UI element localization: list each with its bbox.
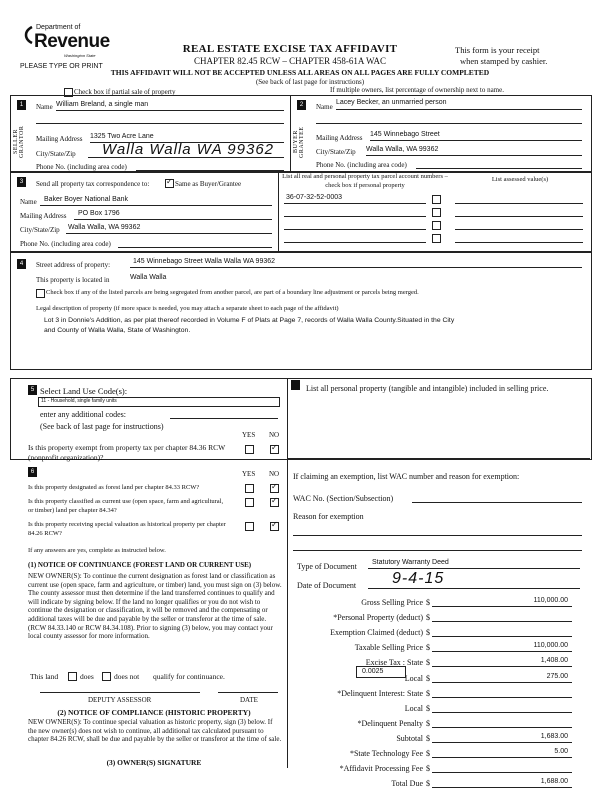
section-6-yes-header: YES (242, 470, 256, 478)
section-5-number: 5 (28, 385, 37, 395)
buyer-name-line (336, 109, 582, 110)
notice-continuance-text: NEW OWNER(S): To continue the current designation as forest land or classification as current use (open space, farm and agriculture, or timber) land, you must sign on (3) below. The county assessor must then determine if the land transferred continues to qualify and will indicate by signing below. If the land no longer qualifies or you do not wish to continue the designation or classification, it will be removed and the compensating or additional taxes will be due and payable by the seller or transferor at the time of sale. (RCW 84.33.140 or RCW 84.34.108). Prior to signing (3) below, you may contact your local county assessor for more information. (28, 572, 282, 641)
deputy-label: DEPUTY ASSESSOR (88, 696, 152, 704)
section-6-no-header: NO (269, 470, 280, 478)
buyer-phone-label: Phone No. (including area code) (316, 161, 407, 169)
form-title: REAL ESTATE EXCISE TAX AFFIDAVIT (182, 43, 398, 55)
doc-type-label: Type of Document (297, 562, 357, 571)
seller-addr[interactable]: 1325 Two Acre Lane (90, 133, 154, 140)
section-2-number: 2 (297, 100, 306, 110)
calc-line-5 (432, 682, 572, 683)
land-does-checkbox[interactable] (68, 672, 77, 681)
assessed-line-3 (455, 229, 583, 230)
buyer-phone-line (416, 168, 582, 169)
calc-label-6: *Delinquent Interest: State (337, 688, 423, 698)
legal-line-1[interactable]: Lot 3 in Donnie's Addition, as per plat thereof recorded in Volume F of Plats at Page 7, records of Walla Walla County.Situated in the City (44, 317, 455, 324)
assessed-line-1 (455, 203, 583, 204)
mail-name-line (40, 205, 272, 206)
parcel-number[interactable]: 36-07-32-52-0003 (286, 194, 343, 201)
buyer-addr-label: Mailing Address (316, 134, 363, 142)
forest-yes-checkbox[interactable] (245, 484, 254, 493)
mail-city-line (66, 233, 272, 234)
calc-value-0[interactable]: 110,000.00 (533, 597, 568, 604)
land-use-see-back: (See back of last page for instructions) (40, 422, 164, 431)
mail-phone-line (118, 247, 272, 248)
logo-dept-text: Department of (36, 24, 81, 31)
send-correspondence-label: Send all property tax correspondence to: (36, 180, 150, 188)
calc-value-4[interactable]: 1,408.00 (540, 657, 568, 665)
current-use-question: Is this property classified as current use (open space, farm and agricultural, or timber) land per chapter 84.34? (28, 498, 224, 514)
calc-dollar-1: $ (426, 613, 430, 623)
calc-dollar-10: $ (426, 749, 430, 758)
calc-line-3 (432, 651, 572, 652)
parcel-personal-checkbox-4[interactable] (432, 234, 441, 243)
segregated-label: Check box if any of the listed parcels are being segregated from another parcel, are part of a boundary line adjustment or parcels being merged. (46, 289, 419, 296)
seller-city-line (88, 157, 284, 158)
owner-signature-title: (3) OWNER(S) SIGNATURE (106, 758, 202, 767)
mail-addr-line (74, 219, 272, 220)
calc-dollar-3: $ (426, 643, 430, 653)
calc-line-8 (432, 727, 572, 728)
calc-line-6 (432, 697, 572, 698)
reason-line-1 (293, 535, 582, 536)
calc-line-1 (432, 621, 572, 622)
current-use-yes-checkbox[interactable] (245, 498, 254, 507)
calc-label-0: Gross Selling Price (361, 598, 423, 607)
calc-dollar-2: $ (426, 628, 430, 638)
calc-dollar-5: $ (426, 673, 430, 683)
forest-no-checkbox[interactable] (270, 484, 279, 493)
doc-date-label: Date of Document (297, 581, 357, 590)
doc-type-line (368, 568, 580, 569)
right-section-divider (288, 458, 590, 459)
mail-city[interactable]: Walla Walla, WA 99362 (68, 224, 141, 231)
mail-name-label: Name (20, 198, 37, 206)
calc-dollar-0: $ (426, 598, 430, 607)
calc-line-2 (432, 636, 572, 637)
calc-dollar-4: $ (426, 658, 430, 668)
buyer-extra-line (316, 123, 582, 124)
assessed-line-2 (455, 216, 583, 217)
calc-label-11: *Affidavit Processing Fee (339, 764, 423, 774)
seller-addr-label: Mailing Address (36, 135, 83, 143)
doc-type[interactable]: Statutory Warranty Deed (372, 559, 449, 566)
additional-codes-label: enter any additional codes: (40, 410, 126, 419)
calc-dollar-9: $ (426, 733, 430, 743)
seller-name-line (56, 110, 284, 111)
calc-value-10[interactable]: 5.00 (554, 748, 568, 755)
section-3-number: 3 (17, 177, 26, 187)
this-land-label: This land (30, 672, 59, 681)
parcel-line-3 (284, 229, 426, 230)
local-rate[interactable]: 0.0025 (362, 668, 384, 675)
reason-label: Reason for exemption (293, 512, 364, 521)
notice-compliance-title: (2) NOTICE OF COMPLIANCE (HISTORIC PROPERTY) (57, 708, 251, 717)
please-type: PLEASE TYPE OR PRINT (20, 63, 103, 70)
seller-city[interactable]: Walla Walla WA 99362 (102, 141, 275, 158)
calc-line-4 (432, 666, 572, 667)
mail-city-label: City/State/Zip (20, 226, 60, 234)
calc-line-9 (432, 742, 572, 743)
section-7-number (291, 380, 300, 390)
any-yes-note: If any answers are yes, complete as instructed below. (28, 547, 166, 554)
buyer-city-label: City/State/Zip (316, 148, 356, 156)
historic-no-checkbox[interactable] (270, 522, 279, 531)
street-address[interactable]: 145 Winnebago Street Walla Walla WA 99362 (133, 258, 276, 265)
historic-yes-checkbox[interactable] (245, 522, 254, 531)
mail-addr-label: Mailing Address (20, 212, 67, 220)
parcel-header: List all real and personal property tax parcel account numbers – check box if personal property (282, 173, 448, 189)
calc-line-7 (432, 712, 572, 713)
legal-label: Legal description of property (if more space is needed, you may attach a separate sheet to each page of the affidavit) (36, 305, 339, 312)
deputy-date-line (218, 692, 278, 693)
seller-name-label: Name (36, 103, 53, 111)
parcel-personal-checkbox-2[interactable] (432, 208, 441, 217)
parcel-line-4 (284, 242, 426, 243)
same-as-buyer-label: Same as Buyer/Grantee (175, 180, 242, 188)
dor-logo (22, 22, 110, 64)
see-back-note: (See back of last page for instructions) (255, 78, 365, 86)
main-divider (287, 378, 288, 768)
seller-city-label: City/State/Zip (36, 150, 76, 158)
land-does-label: does (80, 672, 94, 681)
wac-line (412, 502, 582, 503)
segregated-checkbox[interactable] (36, 289, 45, 298)
legal-line-2[interactable]: and County of Walla Walla, State of Washington. (44, 327, 191, 334)
partial-sale-label: Check box if partial sale of property (74, 88, 176, 96)
calc-label-4: Excise Tax : State (365, 658, 423, 668)
doc-date[interactable]: 9-4-15 (392, 570, 445, 587)
qualify-label: qualify for continuance. (153, 672, 225, 681)
section-6-number: 6 (28, 467, 37, 477)
land-use-label: Select Land Use Code(s): (40, 386, 128, 396)
calc-label-9: Subtotal (396, 733, 423, 743)
calc-label-8: *Delinquent Penalty (357, 718, 423, 728)
buyer-name-label: Name (316, 103, 333, 111)
calc-dollar-7: $ (426, 703, 430, 713)
calc-line-0 (432, 606, 572, 607)
receipt-note-2: when stamped by cashier. (460, 56, 548, 66)
street-line (130, 267, 582, 268)
calc-value-12[interactable]: 1,688.00 (540, 778, 568, 786)
parcel-line-1 (284, 203, 426, 204)
buyer-city-line (366, 155, 582, 156)
current-use-no-checkbox[interactable] (270, 498, 279, 507)
located-label: This property is located in (36, 276, 110, 284)
logo-state-text: Washington State (64, 53, 96, 58)
exempt-no-checkbox[interactable] (270, 445, 279, 454)
reason-line-2 (293, 550, 582, 551)
calc-label-12: Total Due (391, 779, 423, 788)
buyer-label: BUYER GRANTEE (293, 126, 305, 158)
exempt-yes-checkbox[interactable] (245, 445, 254, 454)
personal-property-label: List all personal property (tangible and intangible) included in selling price. (306, 384, 549, 393)
calc-dollar-11: $ (426, 764, 430, 774)
section-4-number: 4 (17, 259, 26, 269)
historic-question: Is this property receiving special valuation as historical property per chapter 84.26 RCW? (28, 521, 226, 537)
calc-label-5: Local (404, 673, 423, 683)
land-use-code: 11 - Household, single family units (41, 398, 117, 404)
mail-addr[interactable]: PO Box 1796 (78, 210, 120, 217)
calc-value-9[interactable]: 1,683.00 (540, 732, 568, 740)
calc-label-2: Exemption Claimed (deduct) (330, 628, 423, 638)
parcel-line-2 (284, 216, 426, 217)
section-5-no-header: NO (269, 431, 280, 439)
calc-dollar-12: $ (426, 779, 430, 788)
wac-label: WAC No. (Section/Subsection) (293, 494, 394, 503)
calc-label-7: Local (404, 703, 423, 713)
assessed-line-4 (455, 242, 583, 243)
seller-phone-label: Phone No. (including area code) (36, 163, 127, 171)
claiming-exemption-label: If claiming an exemption, list WAC number and reason for exemption: (293, 472, 520, 481)
calc-value-3[interactable]: 110,000.00 (533, 642, 568, 650)
street-label: Street address of property: (36, 261, 111, 269)
doc-date-line (368, 588, 580, 589)
assessed-header: List assessed value(s) (491, 176, 549, 183)
calc-label-10: *State Technology Fee (349, 749, 423, 758)
calc-value-5[interactable]: 275.00 (546, 672, 568, 680)
receipt-note-1: This form is your receipt (455, 45, 540, 55)
buyer-addr[interactable]: 145 Winnebago Street (370, 131, 440, 138)
land-does-not-checkbox[interactable] (102, 672, 111, 681)
section-1-number: 1 (17, 100, 26, 110)
warning-text: THIS AFFIDAVIT WILL NOT BE ACCEPTED UNLESS ALL AREAS ON ALL PAGES ARE FULLY COMPLETED (110, 68, 490, 77)
exempt-question: Is this property exempt from property tax per chapter 84.36 RCW (nonprofit organization)? (28, 443, 226, 462)
buyer-addr-line (370, 140, 582, 141)
calc-dollar-8: $ (426, 718, 430, 728)
deputy-signature-line (40, 692, 200, 693)
parcel-personal-checkbox-3[interactable] (432, 221, 441, 230)
notice-continuance-title: (1) NOTICE OF CONTINUANCE (FOREST LAND OR CURRENT USE) (28, 561, 252, 569)
calc-line-10 (432, 757, 572, 758)
notice-compliance-text: NEW OWNER(S): To continue special valuation as historic property, sign (3) below. If the new owner(s) does not wish to continue, all additional tax calculated pursuant to chapter 84.26 RCW, shall be due and payable by the seller or transferor at the time of sale. (28, 718, 282, 744)
additional-codes-line (170, 418, 278, 419)
multiple-owners-note: If multiple owners, list percentage of ownership next to name. (330, 86, 504, 94)
seller-label: SELLER GRANTOR (13, 125, 25, 159)
section-3-divider (278, 171, 279, 251)
parcel-personal-checkbox-1[interactable] (432, 195, 441, 204)
form-chapter: CHAPTER 82.45 RCW – CHAPTER 458-61A WAC (194, 56, 386, 66)
land-does-not-label: does not (114, 672, 140, 681)
buyer-name[interactable]: Lacey Becker, an unmarried person (336, 99, 447, 106)
seller-extra-line (36, 123, 284, 124)
logo-revenue-text: Revenue (34, 31, 110, 52)
section-5-yes-header: YES (242, 431, 256, 439)
same-as-buyer-checkbox[interactable] (165, 179, 174, 188)
forest-question: Is this property designated as forest land per chapter 84.33 RCW? (28, 484, 200, 491)
buyer-city[interactable]: Walla Walla, WA 99362 (366, 146, 439, 153)
calc-label-3: Taxable Selling Price (354, 643, 423, 653)
located-value[interactable]: Walla Walla (130, 274, 167, 281)
mail-phone-label: Phone No. (including area code) (20, 240, 111, 248)
calc-label-1: *Personal Property (deduct) (333, 613, 423, 623)
date-label: DATE (240, 696, 258, 704)
section-divider (290, 95, 291, 171)
seller-name[interactable]: William Breland, a single man (56, 101, 149, 108)
calc-dollar-6: $ (426, 688, 430, 698)
mail-name[interactable]: Baker Boyer National Bank (44, 196, 129, 203)
